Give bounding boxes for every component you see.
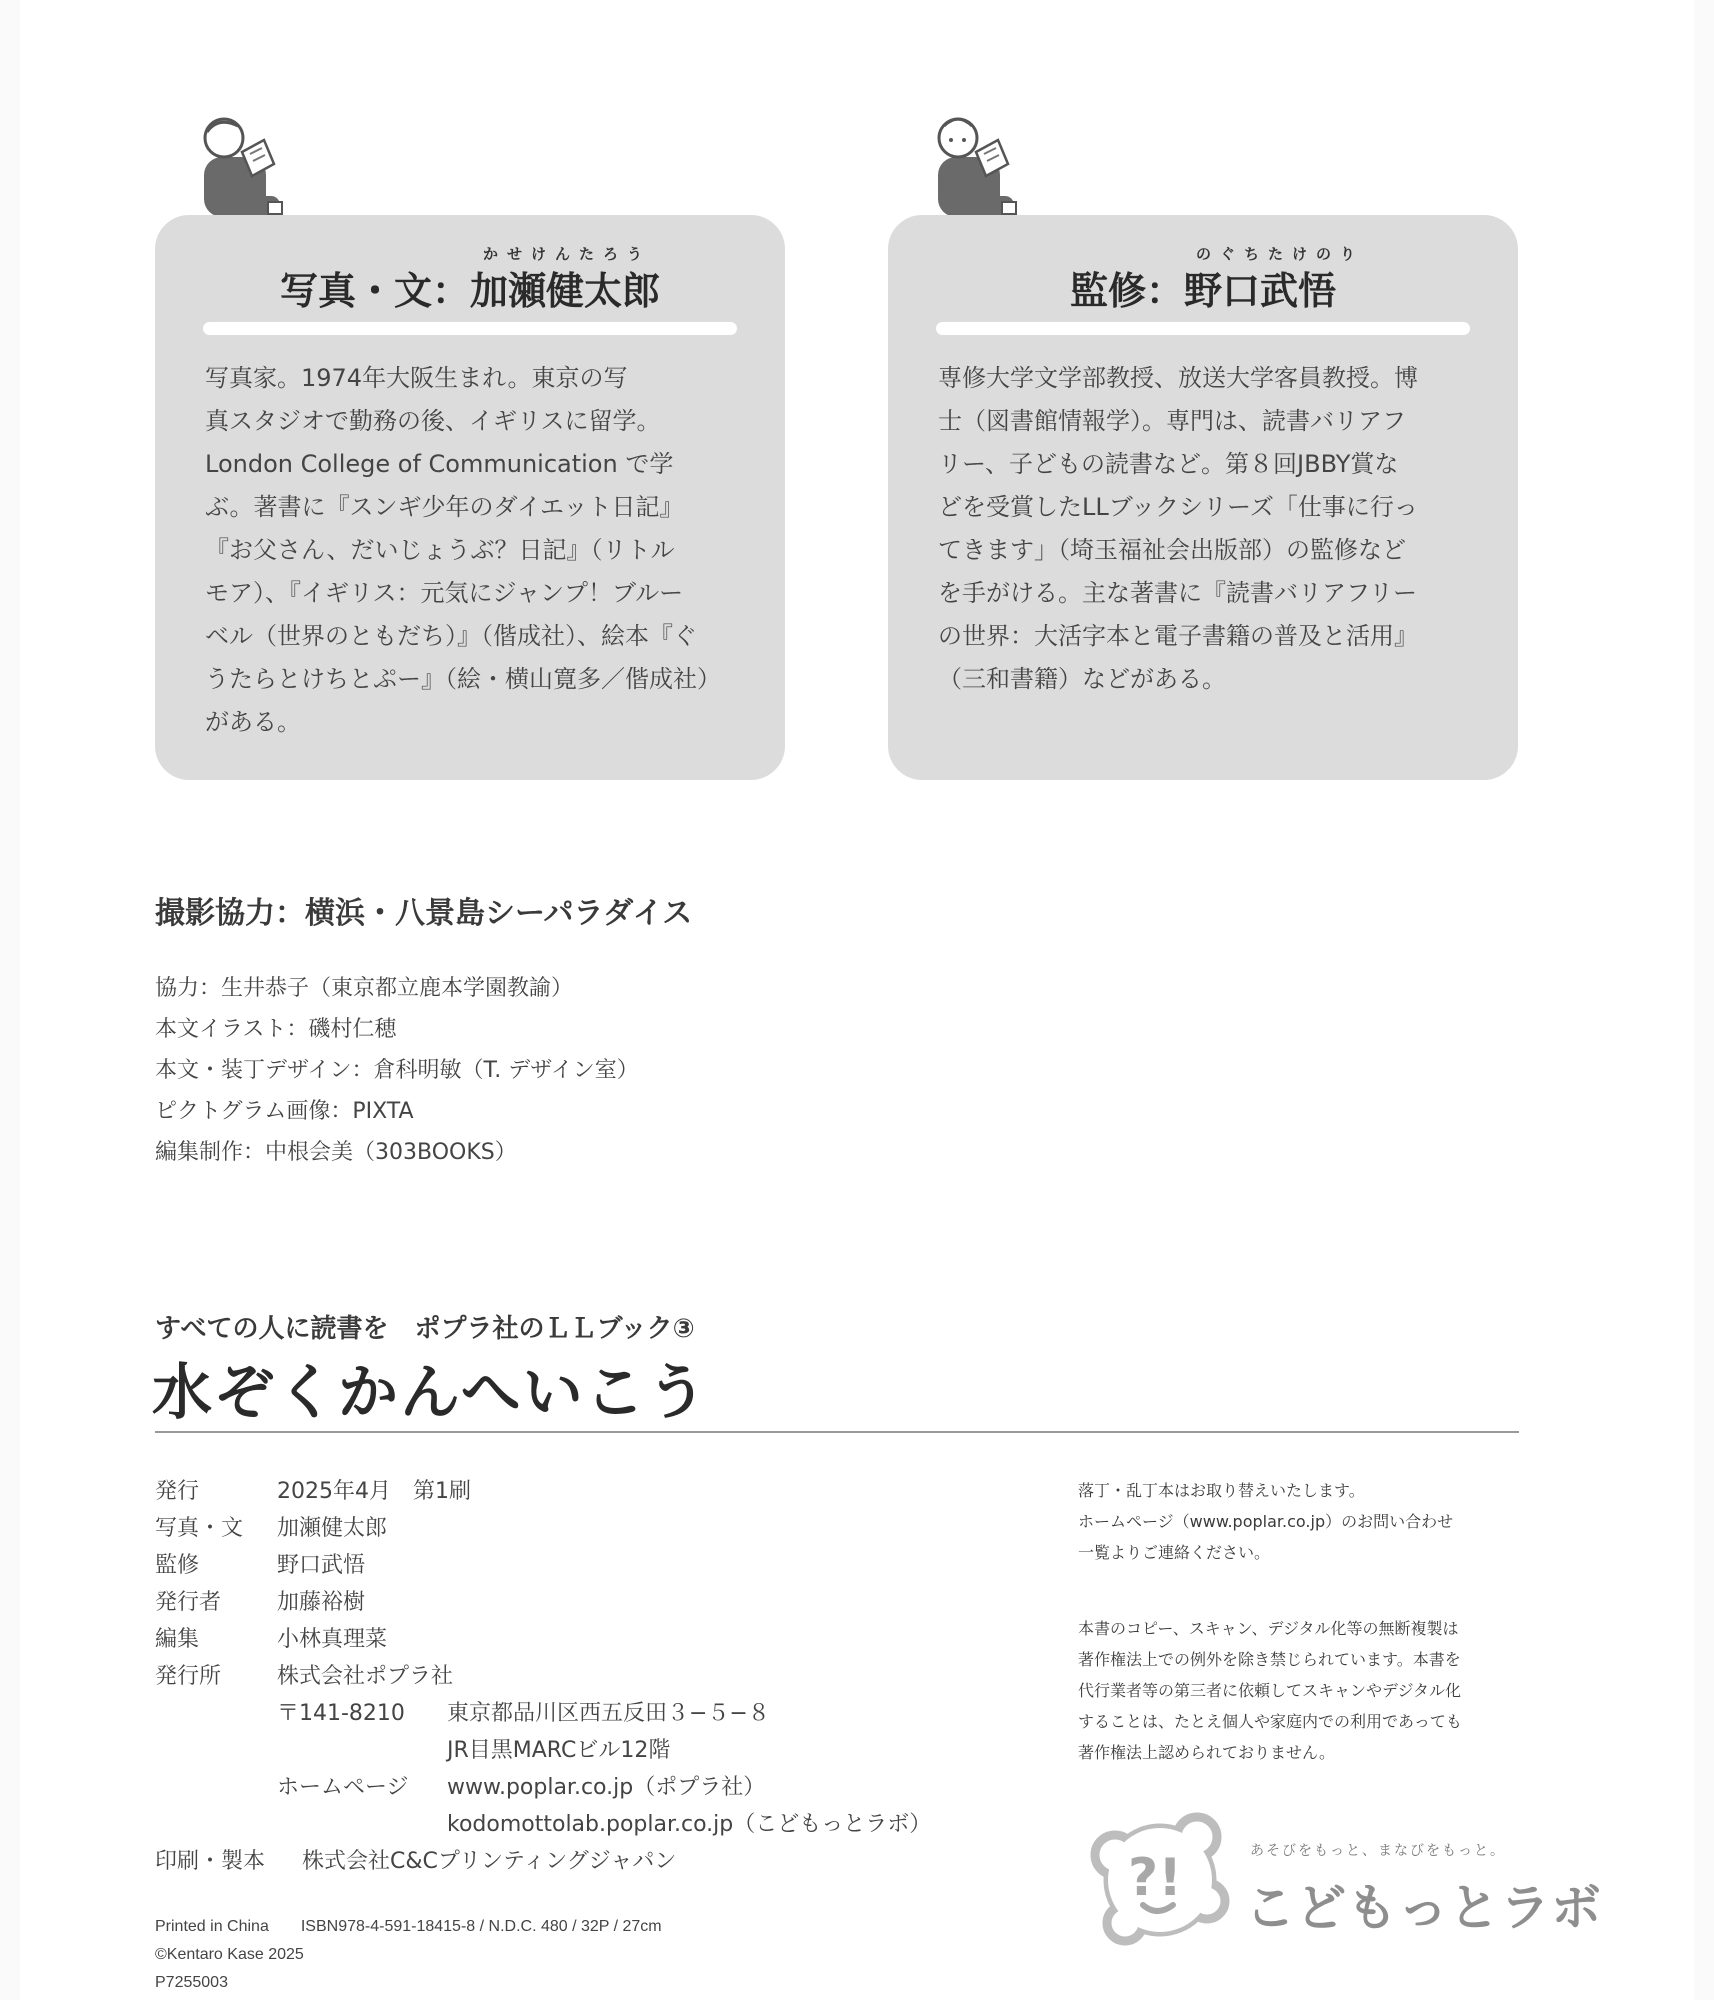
- supervisor-bio: [938, 357, 1472, 701]
- bio-line: 専修大学文学部教授、放送大学客員教授。博: [938, 364, 1418, 392]
- reading-child-icon: [198, 112, 288, 220]
- bio-line: の世界：大活字本と電子書籍の普及と活用』: [938, 622, 1418, 650]
- supervisor-value: 野口武悟: [277, 1553, 366, 1578]
- book-title: 水ぞくかんへいこう: [152, 1358, 709, 1428]
- notice-line: 著作権法上での例外を除き禁じられています。本書を: [1078, 1650, 1461, 1669]
- credit-line: ピクトグラム画像：PIXTA: [155, 1099, 414, 1124]
- bio-line: ベル（世界のともだち）』（偕成社）、絵本『ぐ: [205, 622, 697, 650]
- credit-line: 本文イラスト：磯村仁穂: [155, 1017, 397, 1042]
- issue-value: 2025年4月 第1刷: [277, 1479, 471, 1504]
- printing-value: 株式会社C&Cプリンティングジャパン: [302, 1849, 677, 1874]
- editor-value: 小林真理菜: [277, 1627, 388, 1652]
- bio-line: （三和書籍）などがある。: [938, 665, 1226, 693]
- notice-line: することは、たとえ個人や家庭内での利用であっても: [1078, 1712, 1462, 1731]
- series-name: すべての人に読書を ポプラ社のＬＬブック③: [155, 1314, 695, 1344]
- homepage-label: ホームページ: [277, 1775, 409, 1800]
- postal-code: 〒141-8210: [277, 1701, 405, 1726]
- imprint-line: ©Kentaro Kase 2025: [155, 1946, 304, 1963]
- bio-line: 士（図書館情報学）。専門は、読書バリアフ: [938, 407, 1406, 435]
- colophon: [155, 1474, 1055, 1881]
- reading-child-icon: [932, 112, 1022, 220]
- bio-line: 『お父さん、だいじょうぶ？日記』（リトル: [205, 536, 675, 564]
- bio-line: 写真家。1974年大阪生まれ。東京の写: [205, 364, 628, 392]
- author-label: 写真・文: [155, 1516, 244, 1541]
- notice-line: 著作権法上認められておりません。: [1078, 1743, 1335, 1762]
- bio-line: 真スタジオで勤務の後、イギリスに留学。: [205, 407, 661, 435]
- address-line: JR目黒MARCビル12階: [447, 1738, 671, 1763]
- bio-line: てきます」（埼玉福祉会出版部）の監修など: [938, 536, 1406, 564]
- homepage-url[interactable]: kodomottolab.poplar.co.jp（こどもっとラボ）: [447, 1812, 932, 1837]
- notice-line: 本書のコピー、スキャン、デジタル化等の無断複製は: [1078, 1619, 1459, 1638]
- office-label: 発行所: [155, 1664, 222, 1689]
- bio-line: ぶ。著書に『スンギ少年のダイエット日記』: [205, 493, 684, 521]
- photo-cooperation-credit: 撮影協力：横浜・八景島シーパラダイス: [155, 896, 693, 931]
- bio-line: London College of Communication で学: [205, 450, 674, 478]
- publisher-value: 加藤裕樹: [277, 1590, 366, 1615]
- supervisor-name-ruby: のぐちたけのり: [1196, 245, 1365, 263]
- logo-name: こどもっとラボ: [1245, 1879, 1602, 1937]
- imprint-small-print: [155, 1913, 662, 1997]
- author-name-ruby: かせけんたろう: [483, 245, 652, 263]
- notice-line: 一覧よりご連絡ください。: [1078, 1543, 1271, 1562]
- printing-label: 印刷・製本: [155, 1849, 266, 1874]
- bio-line: を手がける。主な著書に『読書バリアフリー: [938, 579, 1418, 607]
- address-line: 東京都品川区西五反田３−５−８: [447, 1701, 770, 1726]
- notice-line: ホームページ（www.poplar.co.jp）のお問い合わせ: [1078, 1512, 1454, 1531]
- divider-rule: [155, 1431, 1519, 1433]
- author-value: 加瀬健太郎: [277, 1516, 388, 1541]
- homepage-url[interactable]: www.poplar.co.jp（ポプラ社）: [447, 1775, 766, 1800]
- notice-line: 代行業者等の第三者に依頼してスキャンやデジタル化: [1078, 1681, 1462, 1700]
- divider: [203, 322, 737, 335]
- issue-label: 発行: [155, 1479, 200, 1504]
- divider: [936, 322, 1470, 335]
- supervisor-label: 監修: [155, 1553, 200, 1578]
- bio-line: うたらとけちとぷー』（絵・横山寛多／偕成社）: [205, 665, 721, 693]
- author-profile-card: [155, 215, 785, 780]
- imprint-line: P7255003: [155, 1974, 228, 1991]
- credit-line: 本文・装丁デザイン：倉科明敏（T. デザイン室）: [155, 1058, 639, 1083]
- office-value: 株式会社ポプラ社: [277, 1664, 454, 1689]
- logo-mark: ?!: [1128, 1848, 1182, 1908]
- bio-line: どを受賞したLLブックシリーズ「仕事に行っ: [938, 493, 1418, 521]
- supervisor-heading: 監修：野口武悟: [1069, 269, 1336, 313]
- editor-label: 編集: [155, 1627, 200, 1652]
- bio-line: がある。: [205, 708, 301, 736]
- supervisor-profile-card: [888, 215, 1518, 780]
- credit-line: 編集制作：中根会美（303BOOKS）: [155, 1140, 517, 1165]
- notice-line: 落丁・乱丁本はお取り替えいたします。: [1078, 1481, 1365, 1500]
- credits-list: [155, 968, 639, 1173]
- bio-line: リー、子どもの読書など。第８回JBBY賞な: [938, 450, 1399, 478]
- author-bio: [205, 357, 739, 744]
- imprint-line: Printed in China ISBN978-4-591-18415-8 / N.D.C. 480 / 32P / 27cm: [155, 1918, 662, 1935]
- logo-tagline: あそびをもっと、まなびをもっと。: [1250, 1843, 1506, 1859]
- kodomotto-lab-logo-icon: [1085, 1805, 1235, 1955]
- author-heading: 写真・文：加瀬健太郎: [279, 269, 660, 313]
- copyright-notice: [1078, 1613, 1528, 1768]
- credit-line: 協力：生井恭子（東京都立鹿本学園教諭）: [155, 976, 574, 1001]
- publisher-label: 発行者: [155, 1590, 222, 1615]
- bio-line: モア）、『イギリス：元気にジャンプ！ブルー: [205, 579, 684, 607]
- replacement-notice: [1078, 1475, 1528, 1568]
